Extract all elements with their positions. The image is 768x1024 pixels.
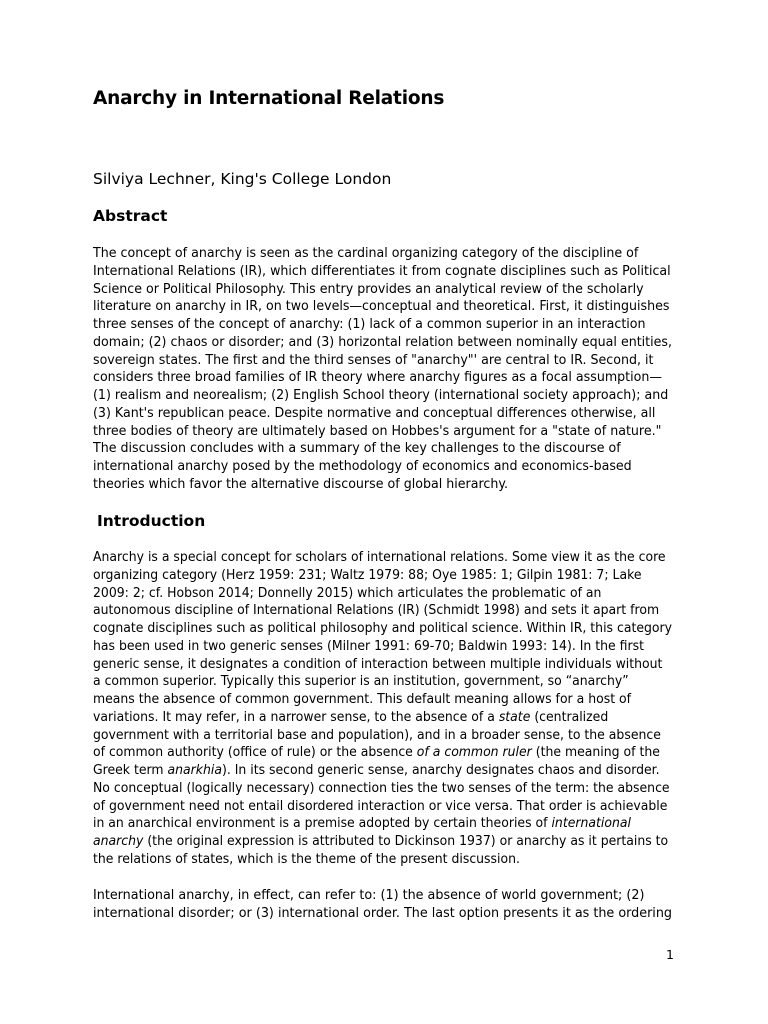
text-line: generic sense, it designates a condition of interaction between multiple individuals without bbox=[93, 656, 663, 672]
document-title: Anarchy in International Relations bbox=[93, 88, 445, 109]
text-line: domain; (2) chaos or disorder; and (3) horizontal relation between nominally equal entities, bbox=[93, 334, 673, 350]
introduction-heading: Introduction bbox=[97, 512, 206, 530]
text-line: three bodies of theory are ultimately based on Hobbes's argument for a "state of nature." bbox=[93, 423, 662, 439]
abstract-paragraph bbox=[93, 245, 697, 494]
text-line: has been used in two generic senses (Milner 1991: 69-70; Baldwin 1993: 14). In the first bbox=[93, 638, 644, 654]
introduction-paragraph-2 bbox=[93, 887, 692, 923]
abstract-heading: Abstract bbox=[93, 207, 168, 225]
text-run: (the original expression is attributed to Dickinson 1937) or anarchy as it pertains to bbox=[143, 834, 669, 849]
text-line: a common superior. Typically this superior is an institution, government, so “anarchy” bbox=[93, 674, 629, 690]
text-line bbox=[93, 744, 672, 762]
text-line: government with a territorial base and population), and in a broader sense, to the absence bbox=[93, 727, 661, 743]
italic-term: state bbox=[498, 709, 531, 725]
text-line: international anarchy posed by the methodology of economics and economics-based bbox=[93, 459, 632, 474]
text-run: of common authority (office of rule) or the absence bbox=[93, 745, 417, 761]
text-line: Science or Political Philosophy. This entry provides an analytical review of the scholarly bbox=[93, 281, 644, 297]
author-line: Silviya Lechner, King's College London bbox=[93, 170, 392, 188]
text-line: autonomous discipline of International Relations (IR) (Schmidt 1998) and sets it apart from bbox=[93, 603, 660, 619]
introduction-paragraph-1 bbox=[93, 549, 706, 869]
text-line: considers three broad families of IR theory where anarchy figures as a focal assumption— bbox=[93, 370, 663, 386]
text-line: organizing category (Herz 1959: 231; Waltz 1979: 88; Oye 1985: 1; Gilpin 1981: 7; Lake bbox=[93, 567, 642, 583]
text-line: The discussion concludes with a summary of the key challenges to the discourse of bbox=[93, 441, 621, 457]
text-line: International Relations (IR), which differentiates it from cognate disciplines such as Political bbox=[93, 263, 671, 279]
text-line: international disorder; or (3) international order. The last option presents it as the ordering bbox=[93, 905, 673, 921]
text-run: variations. It may refer, in a narrower sense, to the absence of a bbox=[93, 709, 499, 725]
text-line: of government need not entail disordered interaction or vice versa. That order is achievable bbox=[93, 798, 668, 814]
text-line: The concept of anarchy is seen as the cardinal organizing category of the discipline of bbox=[93, 246, 639, 261]
text-run: in an anarchical environment is a premise adopted by certain theories of bbox=[93, 816, 552, 832]
text-line: International anarchy, in effect, can refer to: (1) the absence of world government; (2) bbox=[93, 888, 645, 903]
text-line bbox=[93, 709, 672, 727]
italic-term: anarkhia bbox=[167, 763, 222, 778]
text-line: theories which favor the alternative discourse of global hierarchy. bbox=[93, 476, 509, 492]
text-run: (centralized bbox=[530, 709, 609, 725]
italic-term: anarchy bbox=[93, 834, 144, 849]
text-line bbox=[93, 833, 672, 851]
italic-term: international bbox=[551, 816, 631, 832]
text-line: means the absence of common government. This default meaning allows for a host of bbox=[93, 692, 632, 707]
text-line bbox=[93, 815, 672, 833]
text-line: cognate disciplines such as political philosophy and political science. Within IR, this category bbox=[93, 621, 672, 636]
text-line: the relations of states, which is the theme of the present discussion. bbox=[93, 851, 520, 867]
text-run: Greek term bbox=[93, 763, 168, 778]
text-line: Anarchy is a special concept for scholars of international relations. Some view it as the core bbox=[93, 550, 666, 565]
text-line: No conceptual (logically necessary) connection ties the two senses of the term: the absence bbox=[93, 780, 670, 796]
text-run: (the meaning of the bbox=[531, 745, 660, 761]
page-number: 1 bbox=[666, 947, 674, 962]
text-line: (1) realism and neorealism; (2) English School theory (international society approach); and bbox=[93, 388, 669, 403]
text-run: ). In its second generic sense, anarchy designates chaos and disorder. bbox=[221, 763, 660, 778]
text-line bbox=[93, 762, 672, 780]
text-line: literature on anarchy in IR, on two levels—conceptual and theoretical. First, it distinguishes bbox=[93, 299, 670, 315]
text-line: sovereign states. The first and the third senses of "anarchy"' are central to IR. Second, it bbox=[93, 352, 654, 368]
text-line: three senses of the concept of anarchy: (1) lack of a common superior in an interaction bbox=[93, 317, 646, 332]
text-line: 2009: 2; cf. Hobson 2014; Donnelly 2015) which articulates the problematic of an bbox=[93, 585, 602, 601]
italic-term: of a common ruler bbox=[416, 745, 532, 761]
text-line: (3) Kant's republican peace. Despite normative and conceptual differences otherwise, all bbox=[93, 405, 656, 421]
